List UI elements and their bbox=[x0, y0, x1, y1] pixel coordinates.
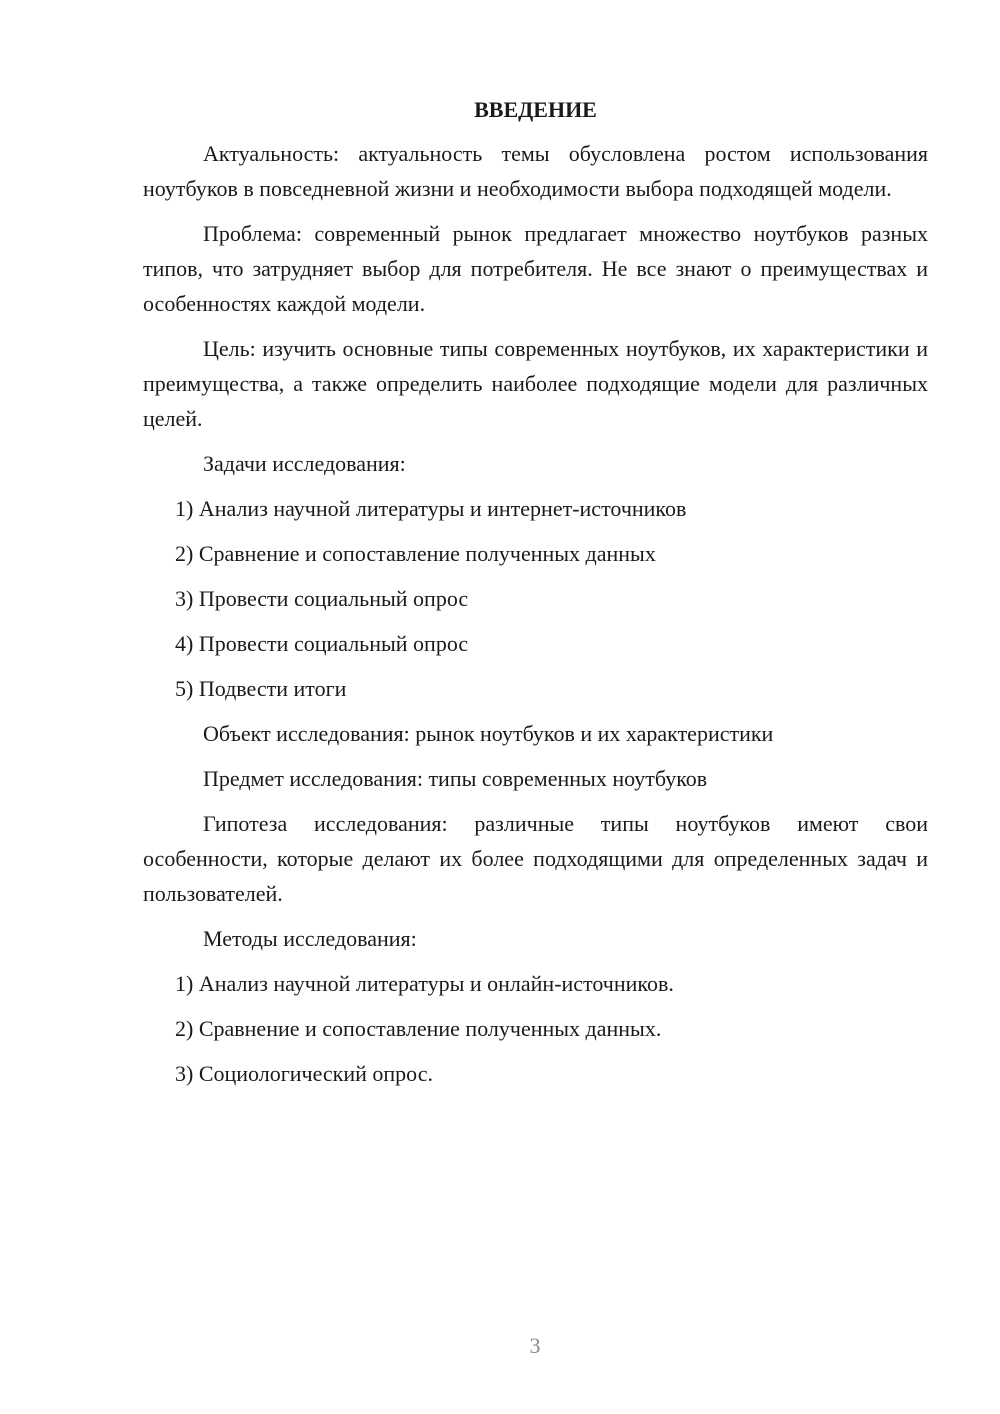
section-heading: ВВЕДЕНИЕ bbox=[474, 97, 597, 122]
method-item-3: 3) Социологический опрос. bbox=[175, 1061, 433, 1086]
task-item-5: 5) Подвести итоги bbox=[175, 676, 347, 701]
task-item-2: 2) Сравнение и сопоставление полученных данных bbox=[175, 541, 656, 566]
tasks-title: Задачи исследования: bbox=[203, 451, 406, 476]
task-item-4: 4) Провести социальный опрос bbox=[175, 631, 469, 656]
methods-title: Методы исследования: bbox=[203, 926, 417, 951]
paragraph-problem: Проблема: современный рынок предлагает множество ноутбуков разных типов, что затрудняет выбор для потребителя. Не все знают о преимуществах и особенностях каждой модели. bbox=[143, 221, 928, 316]
paragraph-relevance: Актуальность: актуальность темы обусловлена ростом использования ноутбуков в повседневной жизни и необходимости выбора подходящей модели. bbox=[143, 141, 928, 201]
paragraph-hypothesis: Гипотеза исследования: различные типы ноутбуков имеют свои особенности, которые делают их более подходящими для определенных задач и пользователей. bbox=[143, 811, 928, 906]
task-item-1: 1) Анализ научной литературы и интернет-источников bbox=[175, 496, 687, 521]
method-item-1: 1) Анализ научной литературы и онлайн-источников. bbox=[175, 971, 674, 996]
page-content bbox=[143, 94, 928, 1101]
paragraph-goal: Цель: изучить основные типы современных ноутбуков, их характеристики и преимущества, а также определить наиболее подходящие модели для различных целей. bbox=[143, 336, 928, 431]
research-subject: Предмет исследования: типы современных ноутбуков bbox=[203, 766, 708, 791]
method-item-2: 2) Сравнение и сопоставление полученных данных. bbox=[175, 1016, 662, 1041]
research-object: Объект исследования: рынок ноутбуков и их характеристики bbox=[203, 721, 774, 746]
task-item-3: 3) Провести социальный опрос bbox=[175, 586, 469, 611]
page-number: 3 bbox=[529, 1333, 541, 1358]
